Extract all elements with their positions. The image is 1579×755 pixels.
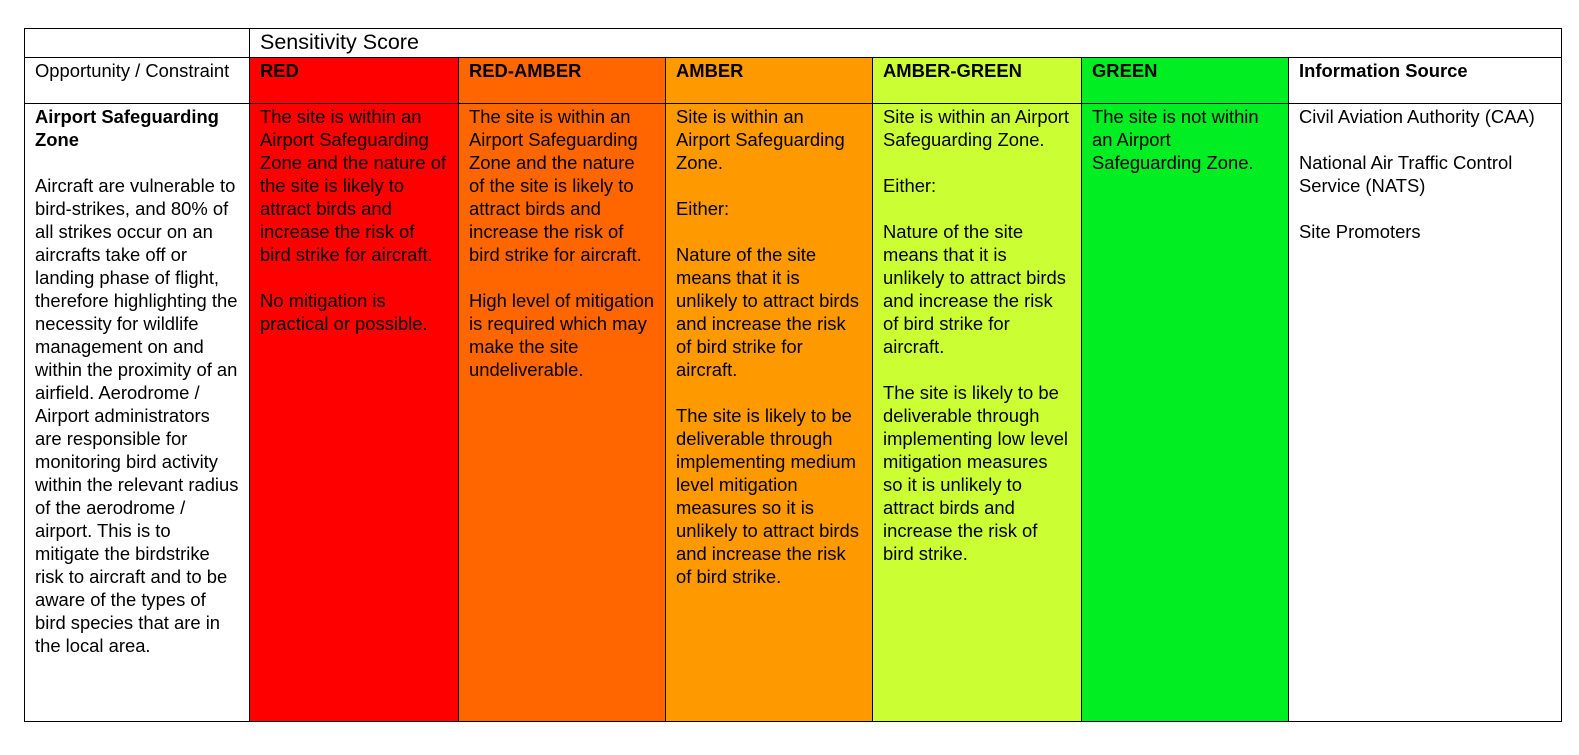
constraint-cell bbox=[25, 104, 250, 722]
amber-cell bbox=[666, 104, 873, 722]
amber-text-4: The site is likely to be deliverable through implementing medium level mitigation measures so it is unlikely to attract birds and increase the risk of bird strike. bbox=[676, 405, 859, 587]
amber-green-text-4: The site is likely to be deliverable through implementing low level mitigation measures so it is unlikely to attract birds and increase the risk of bird strike. bbox=[883, 382, 1069, 564]
amber-green-text-3: Nature of the site means that it is unlikely to attract birds and increase the risk of bird strike for aircraft. bbox=[883, 221, 1066, 357]
red-text-2: No mitigation is practical or possible. bbox=[260, 290, 428, 334]
amber-heading: AMBER bbox=[666, 58, 873, 104]
red-heading: RED bbox=[250, 58, 459, 104]
header-row-top bbox=[25, 29, 1562, 58]
information-source-1: Civil Aviation Authority (CAA) bbox=[1299, 106, 1535, 127]
amber-text-2: Either: bbox=[676, 198, 730, 219]
information-source-cell bbox=[1289, 104, 1562, 722]
amber-green-heading: AMBER-GREEN bbox=[873, 58, 1082, 104]
green-text-1: The site is not within an Airport Safeguarding Zone. bbox=[1092, 106, 1259, 173]
red-amber-cell bbox=[459, 104, 666, 722]
amber-green-cell bbox=[873, 104, 1082, 722]
green-heading: GREEN bbox=[1082, 58, 1289, 104]
information-source-heading: Information Source bbox=[1289, 58, 1562, 104]
airport-safeguarding-row bbox=[25, 104, 1562, 722]
information-source-3: Site Promoters bbox=[1299, 221, 1421, 242]
constraint-description: Aircraft are vulnerable to bird-strikes, and 80% of all strikes occur on an aircrafts take off or landing phase of flight, therefore highlighting the necessity for wildlife management on and within the proximity of an airfield. Aerodrome / Airport administrators are responsible for monitoring bird activity within the relevant radius of the aerodrome / airport. This is to mitigate the birdstrike risk to aircraft and to be aware of the types of bird species that are in the local area. bbox=[35, 175, 239, 656]
opportunity-constraint-heading: Opportunity / Constraint bbox=[25, 58, 250, 104]
sensitivity-score-table bbox=[24, 28, 1562, 722]
amber-green-text-2: Either: bbox=[883, 175, 937, 196]
green-cell bbox=[1082, 104, 1289, 722]
red-amber-heading: RED-AMBER bbox=[459, 58, 666, 104]
red-text-1: The site is within an Airport Safeguarding Zone and the nature of the site is likely to attract birds and increase the risk of bird strike for aircraft. bbox=[260, 106, 447, 265]
red-amber-text-1: The site is within an Airport Safeguarding Zone and the nature of the site is likely to attract birds and increase the risk of bird strike for aircraft. bbox=[469, 106, 642, 265]
amber-text-1: Site is within an Airport Safeguarding Zone. bbox=[676, 106, 845, 173]
constraint-title: Airport Safeguarding Zone bbox=[35, 106, 219, 150]
red-cell bbox=[250, 104, 459, 722]
amber-text-3: Nature of the site means that it is unlikely to attract birds and increase the risk of bird strike for aircraft. bbox=[676, 244, 859, 380]
red-amber-text-2: High level of mitigation is required which may make the site undeliverable. bbox=[469, 290, 655, 380]
sensitivity-score-heading: Sensitivity Score bbox=[250, 29, 1562, 58]
header-empty-cell bbox=[25, 29, 250, 58]
amber-green-text-1: Site is within an Airport Safeguarding Zone. bbox=[883, 106, 1070, 150]
information-source-2: National Air Traffic Control Service (NATS) bbox=[1299, 152, 1513, 196]
header-row-columns bbox=[25, 58, 1562, 104]
